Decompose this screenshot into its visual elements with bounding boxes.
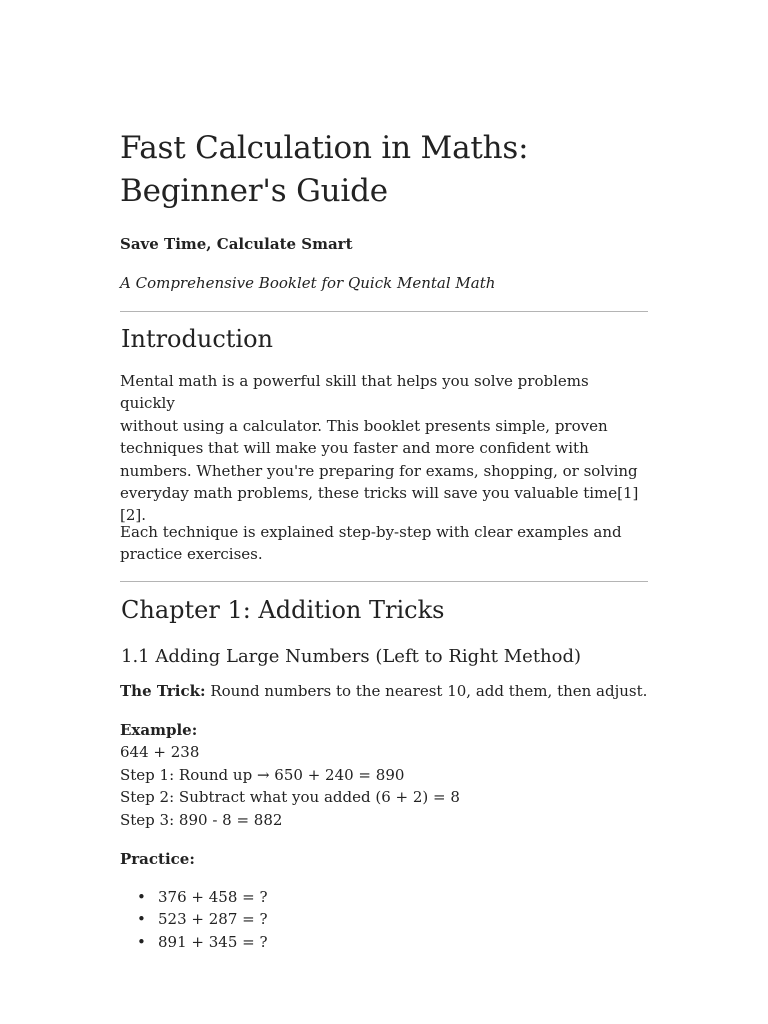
page-title [120,127,648,213]
list-item [137,908,268,930]
practice-item-text: 523 + 287 = ? [158,910,268,929]
intro-p2-line: Each technique is explained step-by-step with clear examples and [120,523,622,541]
intro-p1-line: techniques that will make you faster and more confident with [120,439,589,458]
intro-p1-line: everyday math problems, these tricks will save you valuable time[1] [120,484,639,503]
title-line-1: Fast Calculation in Maths: [120,130,529,166]
introduction-heading: Introduction [121,325,273,353]
introduction-paragraph-1 [120,370,648,527]
trick-label: The Trick: [120,682,206,700]
section-1-1-heading: 1.1 Adding Large Numbers (Left to Right Method) [121,646,582,667]
intro-p1-line: numbers. Whether you're preparing for exams, shopping, or solving [120,461,638,480]
intro-p2-line: practice exercises. [120,545,263,564]
example-block [120,719,648,831]
practice-label: Practice: [120,850,195,868]
practice-paragraph [120,848,648,870]
trick-paragraph [120,680,648,702]
example-line: Step 2: Subtract what you added (6 + 2) = 8 [120,788,460,807]
bullet-glyph: • [137,910,146,929]
introduction-paragraph-2 [120,521,648,566]
chapter-1-heading: Chapter 1: Addition Tricks [121,596,445,624]
intro-p1-line: Mental math is a powerful skill that helps you solve problems quickly [120,372,589,413]
example-line: Step 3: 890 - 8 = 882 [120,810,283,829]
practice-item-text: 891 + 345 = ? [158,932,268,951]
bullet-glyph: • [137,932,146,951]
divider-2 [120,581,648,582]
subtitle: Save Time, Calculate Smart [120,235,353,253]
example-label: Example: [120,721,198,739]
intro-p1-line: without using a calculator. This booklet presents simple, proven [120,416,608,435]
list-item [137,931,268,953]
example-line: Step 1: Round up → 650 + 240 = 890 [120,765,405,784]
list-item [137,886,268,908]
trick-text: Round numbers to the nearest 10, add them, then adjust. [205,682,648,700]
divider-1 [120,311,648,312]
practice-item-text: 376 + 458 = ? [158,888,268,906]
example-line: 644 + 238 [120,743,200,762]
intro-p1-line: [2]. [120,506,147,525]
practice-list [120,886,268,953]
title-line-2: Beginner's Guide [120,173,388,209]
tagline: A Comprehensive Booklet for Quick Mental Math [120,274,496,292]
bullet-glyph: • [137,888,146,906]
